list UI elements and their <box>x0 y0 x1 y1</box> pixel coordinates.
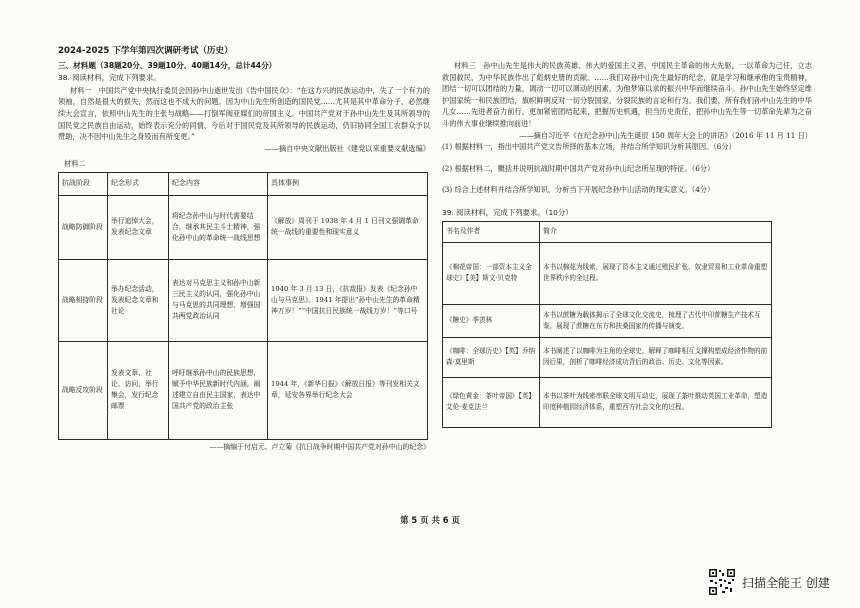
table-cell: 战略防御阶段 <box>59 195 108 259</box>
table-row <box>59 195 428 259</box>
material-two-label: 材料二 <box>64 159 86 169</box>
table-header-row <box>59 172 428 195</box>
scanner-label: 扫描全能王 创建 <box>742 576 830 590</box>
table-cell: 《绿色黄金：茶叶帝国》【英】艾伦·麦克法兰 <box>443 377 540 427</box>
table-cell: 《糖史》季羡林 <box>443 304 540 337</box>
table-cell: 表达对马克思主义和孙中山新三民主义的认同，强化孙中山与马克思的共同理想，增强国共两党政治认同 <box>169 259 268 341</box>
table-header-cell: 抗战阶段 <box>59 172 108 195</box>
table-cell: 本书以棉花为线索，展现了资本主义通过殖民扩张、奴隶贸易和工业革命重塑世界秩序的全过程。 <box>540 242 772 304</box>
table-header-row <box>443 221 772 242</box>
sub-question-3: (3) 综合上述材料并结合所学知识，分析当下开展纪念孙中山活动的现实意义。（4分） <box>442 185 715 195</box>
exam-title: 2024-2025 下学年第四次调研考试（历史） <box>58 46 233 56</box>
table-cell: 发表文章、社论、访问、举行集会，发行纪念邮票 <box>108 341 169 439</box>
material-three: 材料三 孙中山先生是伟大的民族英雄、伟大的爱国主义者、中国民主革命的伟大先驱，一以革命为己任，立志救国救民，为中华民族作出了彪炳史册的贡献。……我们对孙中山先生最好的纪念，就是学习和继承他的宝贵精神，团结一切可以团结的力量，调动一切可以调动的因素，为他梦寐以求的振兴中华而继续奋斗。孙中山先生始终坚定维护国家统一和民族团结，旗帜鲜明反对一切分裂国家、分裂民族的言论和行为。我们要，所有我们孙中山先生的中华儿女……先进者奋力前行，更加紧密团结起来，把握历史机遇，担当历史责任，把孙中山先生等一切革命先辈为之奋斗的伟大事业继续推向前进！ <box>442 61 812 128</box>
scanner-watermark <box>708 568 848 598</box>
table-cell: 战略相持阶段 <box>59 259 108 341</box>
table-header-cell: 书名及作者 <box>443 221 540 242</box>
left-column <box>58 46 430 454</box>
section-heading: 三、材料题（38题20分、39题10分、40题14分，总计44分） <box>58 60 277 70</box>
table-cell: 《棉花帝国：一部资本主义全球史》【美】斯文·贝克特 <box>443 242 540 304</box>
table-row <box>59 341 428 439</box>
sub-question-1: (1) 根据材料一，指出中国共产党文告所择的基本立场，并结合所学知识分析其原因。（6分） <box>442 142 736 152</box>
material-three-source: ——摘自习近平《在纪念孙中山先生诞辰 150 周年大会上的讲话》（2016 年 11 月 11 日） <box>519 130 812 140</box>
table-cell: 呼吁继承孙中山的民族思想，赋予中华民族新时代内涵，阐述建立自由民主国家，表达中国共产党的政治主张 <box>169 341 268 439</box>
table-cell: 举办纪念活动，发表纪念文章和社论 <box>108 259 169 341</box>
table-row <box>443 304 772 337</box>
material-two-source: ——摘编于付启元、卢立菊《抗日战争时期中国共产党对孙中山的纪念》 <box>209 442 430 451</box>
material-two-table <box>58 172 428 440</box>
qr-code-icon <box>708 568 736 596</box>
table-header-cell: 简介 <box>540 221 772 242</box>
table-row <box>443 337 772 377</box>
table-cell: 1940 年 3 月 13 日，《抗敌报》发表《纪念孙中山与马克思》。1941 年提出“孙中山先生的革命精神万岁！”“中国抗日民族统一战线万岁！”等口号 <box>268 259 428 341</box>
table-cell: 《咖啡：全球历史》【英】乔纳森·莫里斯 <box>443 337 540 377</box>
table-row <box>59 259 428 341</box>
book-table <box>442 221 772 428</box>
table-header-cell: 纪念形式 <box>108 172 169 195</box>
material-one-source: ——摘自中央文献出版社《建党以来重要文献选编》 <box>264 143 430 153</box>
right-column <box>442 60 812 428</box>
table-row <box>443 377 772 427</box>
table-cell: 战略反攻阶段 <box>59 341 108 439</box>
sub-question-2: (2) 根据材料二，概括并说明抗战时期中国共产党对孙中山纪念所呈现的特征。（6分） <box>442 163 715 173</box>
table-cell: 本书阐述了以咖啡为主角的全球史，解释了咖啡相互支撑构塑成经济作物的前因后果，剖析了咖啡经济成功背后的政治、历史、文化等因素。 <box>540 337 772 377</box>
table-cell: 举行追悼大会，发表纪念文章 <box>108 195 169 259</box>
material-one: 材料一 中国共产党中央执行委员会因孙中山逝世发出《告中国民众》：“在这方兴的民族运动中，失了一个有力的领袖，自然是很大的损失，然而这也不成大的问题。因为中山先生所创造的国民党……尤其是其中革命分子，必然继续大会宣言，依照中山先生的主张与战略——打倒军阀亚媒们的帝国主义。中国共产党对于孙中山先生及其所领导的国民党之民族自由运动，始终表示充分的同情，今后对于国民党及其所领导的民族运动，仍旧协同全国工农群众予以赞助，决不因中山先生之身殁而有所变更。” <box>58 85 430 142</box>
q39-heading: 39. 阅读材料，完成下列要求。（10分） <box>442 207 573 217</box>
table-cell: 《解放》周刊于 1938 年 4 月 1 日刊文强调革命统一战线的重要性和现实意义 <box>268 195 428 259</box>
table-cell: 本书以茶叶为线索串联全球文明互动史，展现了茶叶推动英国工业革命，塑造印度种植园经济体系，重塑西方社会文化的过程。 <box>540 377 772 427</box>
table-cell: 本书以蔗糖为载体揭示了全球文化交流史，梳理了古代中印蔗糖生产技术互鉴，展现了蔗糖在东方和扶桑国家的传播与演变。 <box>540 304 772 337</box>
table-header-cell: 纪念内容 <box>169 172 268 195</box>
table-header-cell: 具体事例 <box>268 172 428 195</box>
table-cell: 将纪念孙中山与时代需要结合，继承其民主斗士精神，强化孙中山的革命统一战线思想 <box>169 195 268 259</box>
q38-heading: 38. 阅读材料，完成下列要求。 <box>58 73 161 83</box>
table-row <box>443 242 772 304</box>
table-cell: 1944 年，《新华日报》《解放日报》等刊发相关文章，延安各界举行纪念大会 <box>268 341 428 439</box>
page-footer: 第 5 页 共 6 页 <box>400 515 460 525</box>
